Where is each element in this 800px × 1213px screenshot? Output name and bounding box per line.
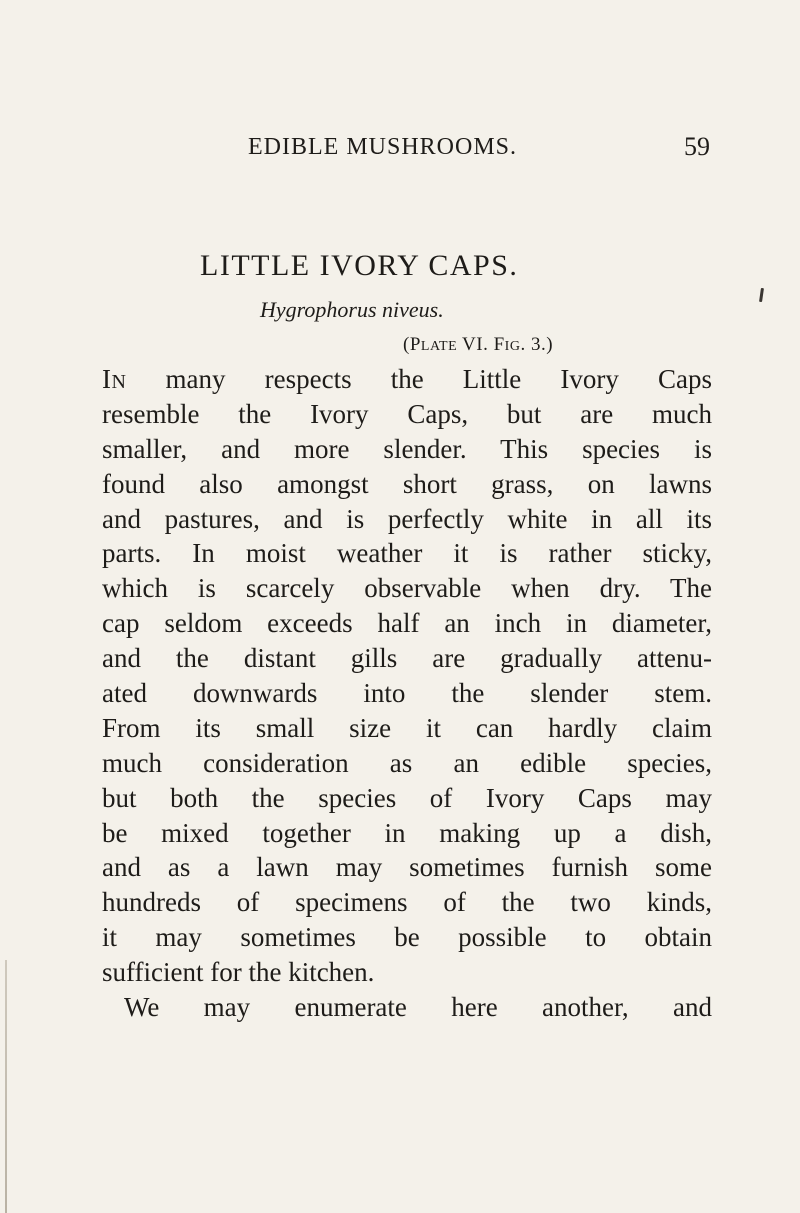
body-text xyxy=(102,362,712,1025)
running-title: EDIBLE MUSHROOMS. xyxy=(248,134,518,160)
initial-word: IN xyxy=(102,364,127,394)
text-line: From its small size it can hardly claim xyxy=(102,712,712,743)
text-line: but both the species of Ivory Caps may xyxy=(102,782,712,813)
text-line: be mixed together in making up a dish, xyxy=(102,817,712,848)
paragraph-start-line: We may enumerate here another, and xyxy=(124,992,712,1023)
text-line: resemble the Ivory Caps, but are much xyxy=(102,398,712,429)
text-line: hundreds of specimens of the two kinds, xyxy=(102,887,712,918)
text-line: IN many respects the Little Ivory Caps xyxy=(102,364,712,394)
text-line: it may sometimes be possible to obtain xyxy=(102,922,712,953)
text-line: much consideration as an edible species, xyxy=(102,747,712,778)
text-line: parts. In moist weather it is rather sticky, xyxy=(102,538,712,569)
text-line: cap seldom exceeds half an inch in diameter, xyxy=(102,608,712,639)
text-line: smaller, and more slender. This species is xyxy=(102,433,712,464)
species-name: Hygrophorus niveus. xyxy=(260,297,444,322)
text-line: and pastures, and is perfectly white in all its xyxy=(102,503,712,534)
text-line: found also amongst short grass, on lawns xyxy=(102,468,712,499)
paragraph-end-line: sufficient for the kitchen. xyxy=(102,957,375,988)
running-head xyxy=(100,134,710,168)
margin-mark xyxy=(759,288,764,302)
text-line: which is scarcely observable when dry. The xyxy=(102,573,712,604)
text-line: and the distant gills are gradually attenu- xyxy=(102,643,712,674)
page-number: 59 xyxy=(684,132,710,161)
text-line: ated downwards into the slender stem. xyxy=(102,678,712,709)
page-edge-shadow xyxy=(5,960,7,1213)
plate-reference: (PLATE VI. FIG. 3.) xyxy=(403,334,554,355)
text-line: and as a lawn may sometimes furnish some xyxy=(102,852,712,883)
section-title: LITTLE IVORY CAPS. xyxy=(200,249,519,282)
